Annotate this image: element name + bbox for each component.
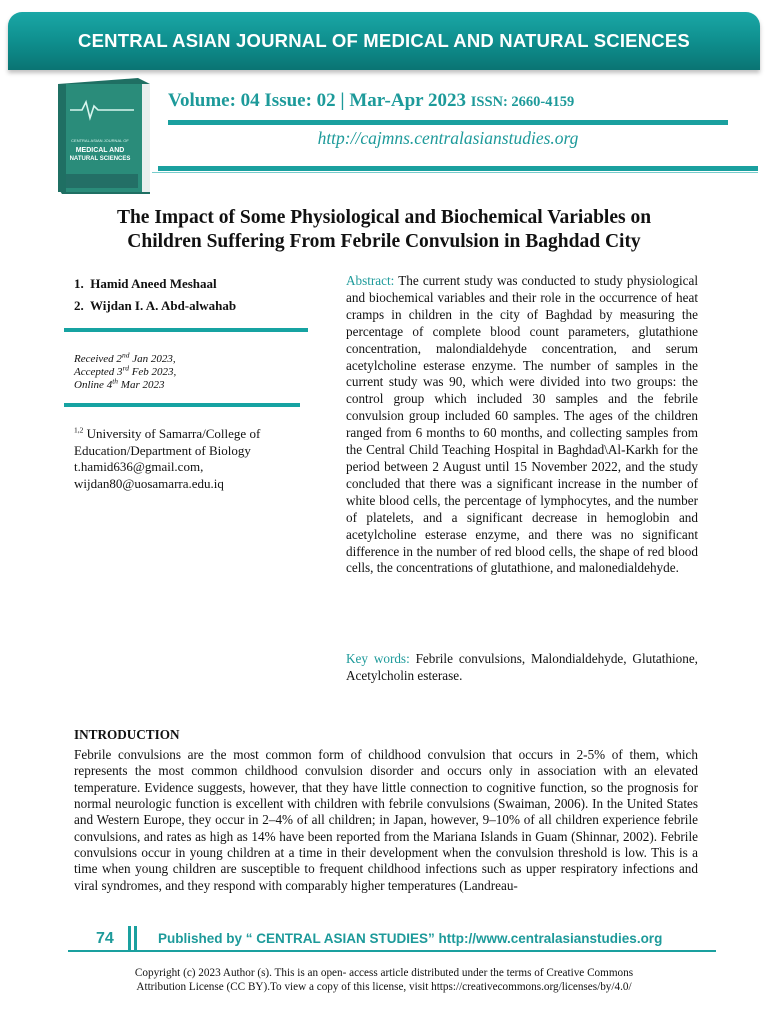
volume-issue-line xyxy=(168,90,728,118)
footer-rule xyxy=(68,950,716,952)
header-divider-lower xyxy=(158,166,758,171)
affiliation: $^{1,2}$ University of Samarra/College of Education/Department of Biology t.hamid636@gmail.com, wijdan80@uosamarra.edu.iq xyxy=(74,425,261,491)
article-dates: Received 2nd Jan 2023, Accepted 3rd Feb 2023, Online 4th Mar 2023 xyxy=(74,350,177,391)
footer-divider-bar xyxy=(134,926,137,952)
author-1: 1. Hamid Aneed Meshaal xyxy=(74,276,217,291)
page-number: 74 xyxy=(96,930,114,947)
copyright-notice: Copyright (c) 2023 Author (s). This is an open- access article distributed under the terms of Creative Commons Attribution License (CC BY).To view a copy of this license, visit https://creativecommons.org/licenses/by/4.0/ xyxy=(134,967,634,993)
cover-top-text: CENTRAL ASIAN JOURNAL OF xyxy=(71,138,129,143)
keywords-text: Febrile convulsions, Malondialdehyde, Glutathione, Acetylcholin esterase. xyxy=(346,651,698,683)
issn: ISSN: 2660-4159 xyxy=(470,94,575,110)
email-link-1[interactable]: t.hamid636@gmail.com, xyxy=(74,459,204,474)
volume-issue: Volume: 04 Issue: 02 | Mar-Apr 2023 xyxy=(168,90,466,111)
abstract-label: Abstract: xyxy=(346,273,395,288)
email-link-2[interactable]: wijdan80@uosamarra.edu.iq xyxy=(74,475,224,491)
abstract-text: The current study was conducted to study physiological and biochemical variables and their role in the occurrence of heat cramps in children in the city of Baghdad by measuring the percentage of complete blood count parameters, glutathione concentration, malondialdehyde concentration, and serum acetylcholine esterase enzyme. The number of samples in the current study was 90, which were divided into two groups: the control group which included 30 samples and the febrile convulsion group included 60 samples. The ages of the children ranged from 6 months to 60 months, and collecting samples from the Central Child Teaching Hospital in Baghdad\Al-Karkh for the period between 2 August until 15 November 2022, and the study concluded that there was a significant increase in the number of white blood cells, the percentage of lymphocytes, and the number of platelets, and a significant decrease in hemoglobin and acetylcholine esterase enzyme, and there was no significant difference in the number of red blood cells, the shape of red blood cells, the concentrations of glutathione, and malonedialdehyde. xyxy=(346,273,698,576)
header-divider-thin xyxy=(152,172,758,173)
section-heading-introduction: INTRODUCTION xyxy=(74,727,180,742)
keywords-label: Key words: xyxy=(346,651,410,666)
cover-title-line2: NATURAL SCIENCES xyxy=(69,156,131,162)
keywords xyxy=(346,651,698,685)
publisher-line[interactable]: Published by “ CENTRAL ASIAN STUDIES” http://www.centralasianstudies.org xyxy=(158,931,663,946)
article-title xyxy=(40,206,728,254)
introduction-paragraph: Febrile convulsions are the most common form of childhood convulsion that occurs in 2-5% of them, which represents the most common childhood convulsion disorder and occurs only in association with an elevated temperature. Evidence suggests, however, that they have little connection to cognitive function, so the prognosis for normal neurologic function is excellent with children with febrile convulsions (Swaiman, 2006). In the United States and Western Europe, they occur in 2–4% of all children; in Japan, however, 9–10% of all children experience febrile convulsions, and rates as high as 14% have been reported from the Mariana Islands in Guam (Shinnar, 2002). Febrile convulsions occur in young children at a time in their development when the convulsion threshold is low. This is a time when young children are susceptible to frequent childhood infections such as upper respiratory infections and viral syndromes, and they respond with comparably higher temperatures (Landreau- xyxy=(74,747,698,893)
footer-divider-bar xyxy=(128,926,131,952)
article-title-line1: The Impact of Some Physiological and Biochemical Variables on xyxy=(116,207,652,228)
header-divider xyxy=(168,120,728,125)
article-title-line2: Children Suffering From Febrile Convulsion in Baghdad City xyxy=(127,231,641,252)
journal-cover-image xyxy=(52,78,152,194)
cover-title-line1: MEDICAL AND xyxy=(75,147,125,154)
authors-divider xyxy=(64,328,308,332)
author-2: 2. Wijdan I. A. Abd-alwahab xyxy=(74,298,237,313)
abstract xyxy=(346,273,698,577)
dates-divider xyxy=(64,403,300,407)
journal-url-link[interactable]: http://cajmns.centralasianstudies.org xyxy=(317,128,579,148)
journal-name: CENTRAL ASIAN JOURNAL OF MEDICAL AND NATURAL SCIENCES xyxy=(78,30,690,51)
